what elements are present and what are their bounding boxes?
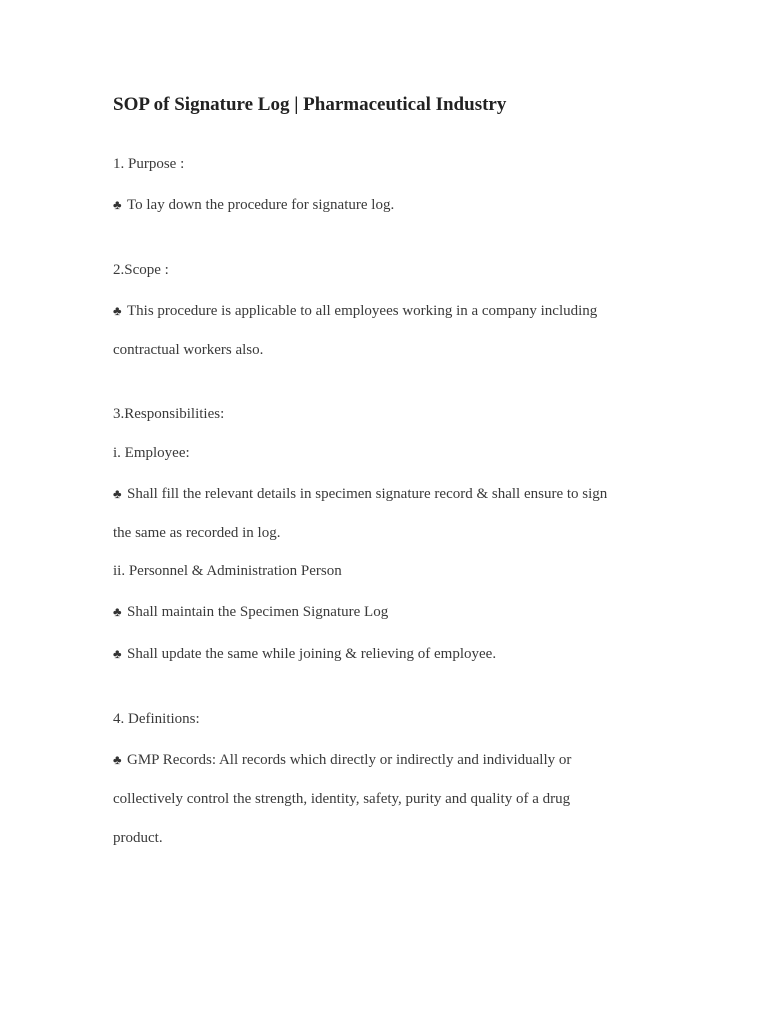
scope-bullet-item — [113, 302, 597, 320]
club-bullet-icon: ♣ — [113, 303, 122, 318]
personnel-bullet-item-2 — [113, 645, 496, 663]
gmp-bullet-item — [113, 751, 571, 769]
gmp-bullet-text-line1: GMP Records: All records which directly or indirectly and individually or — [127, 752, 572, 768]
gmp-bullet-text-line3: product. — [113, 830, 163, 846]
definitions-heading: 4. Definitions: — [113, 711, 200, 727]
personnel-bullet-text-1: Shall maintain the Specimen Signature Log — [127, 604, 389, 620]
personnel-bullet-text-2: Shall update the same while joining & relieving of employee. — [127, 646, 497, 662]
scope-bullet-text-line1: This procedure is applicable to all employees working in a company including — [127, 303, 598, 319]
purpose-bullet-item — [113, 196, 394, 214]
purpose-bullet-text: To lay down the procedure for signature log. — [127, 197, 395, 213]
club-bullet-icon: ♣ — [113, 752, 122, 767]
club-bullet-icon: ♣ — [113, 646, 122, 661]
document-title: SOP of Signature Log | Pharmaceutical Industry — [113, 94, 507, 115]
scope-bullet-text-line2: contractual workers also. — [113, 342, 264, 358]
employee-bullet-item — [113, 485, 607, 503]
club-bullet-icon: ♣ — [113, 486, 122, 501]
scope-heading: 2.Scope : — [113, 262, 169, 278]
club-bullet-icon: ♣ — [113, 197, 122, 212]
employee-bullet-text-line2: the same as recorded in log. — [113, 525, 281, 541]
responsibilities-heading: 3.Responsibilities: — [113, 406, 225, 422]
club-bullet-icon: ♣ — [113, 604, 122, 619]
personnel-bullet-item-1 — [113, 603, 388, 621]
employee-subheading: i. Employee: — [113, 445, 190, 461]
personnel-subheading: ii. Personnel & Administration Person — [113, 563, 342, 579]
purpose-heading: 1. Purpose : — [113, 156, 185, 172]
gmp-bullet-text-line2: collectively control the strength, identity, safety, purity and quality of a drug — [113, 791, 571, 807]
employee-bullet-text-line1: Shall fill the relevant details in specimen signature record & shall ensure to sign — [127, 486, 608, 502]
